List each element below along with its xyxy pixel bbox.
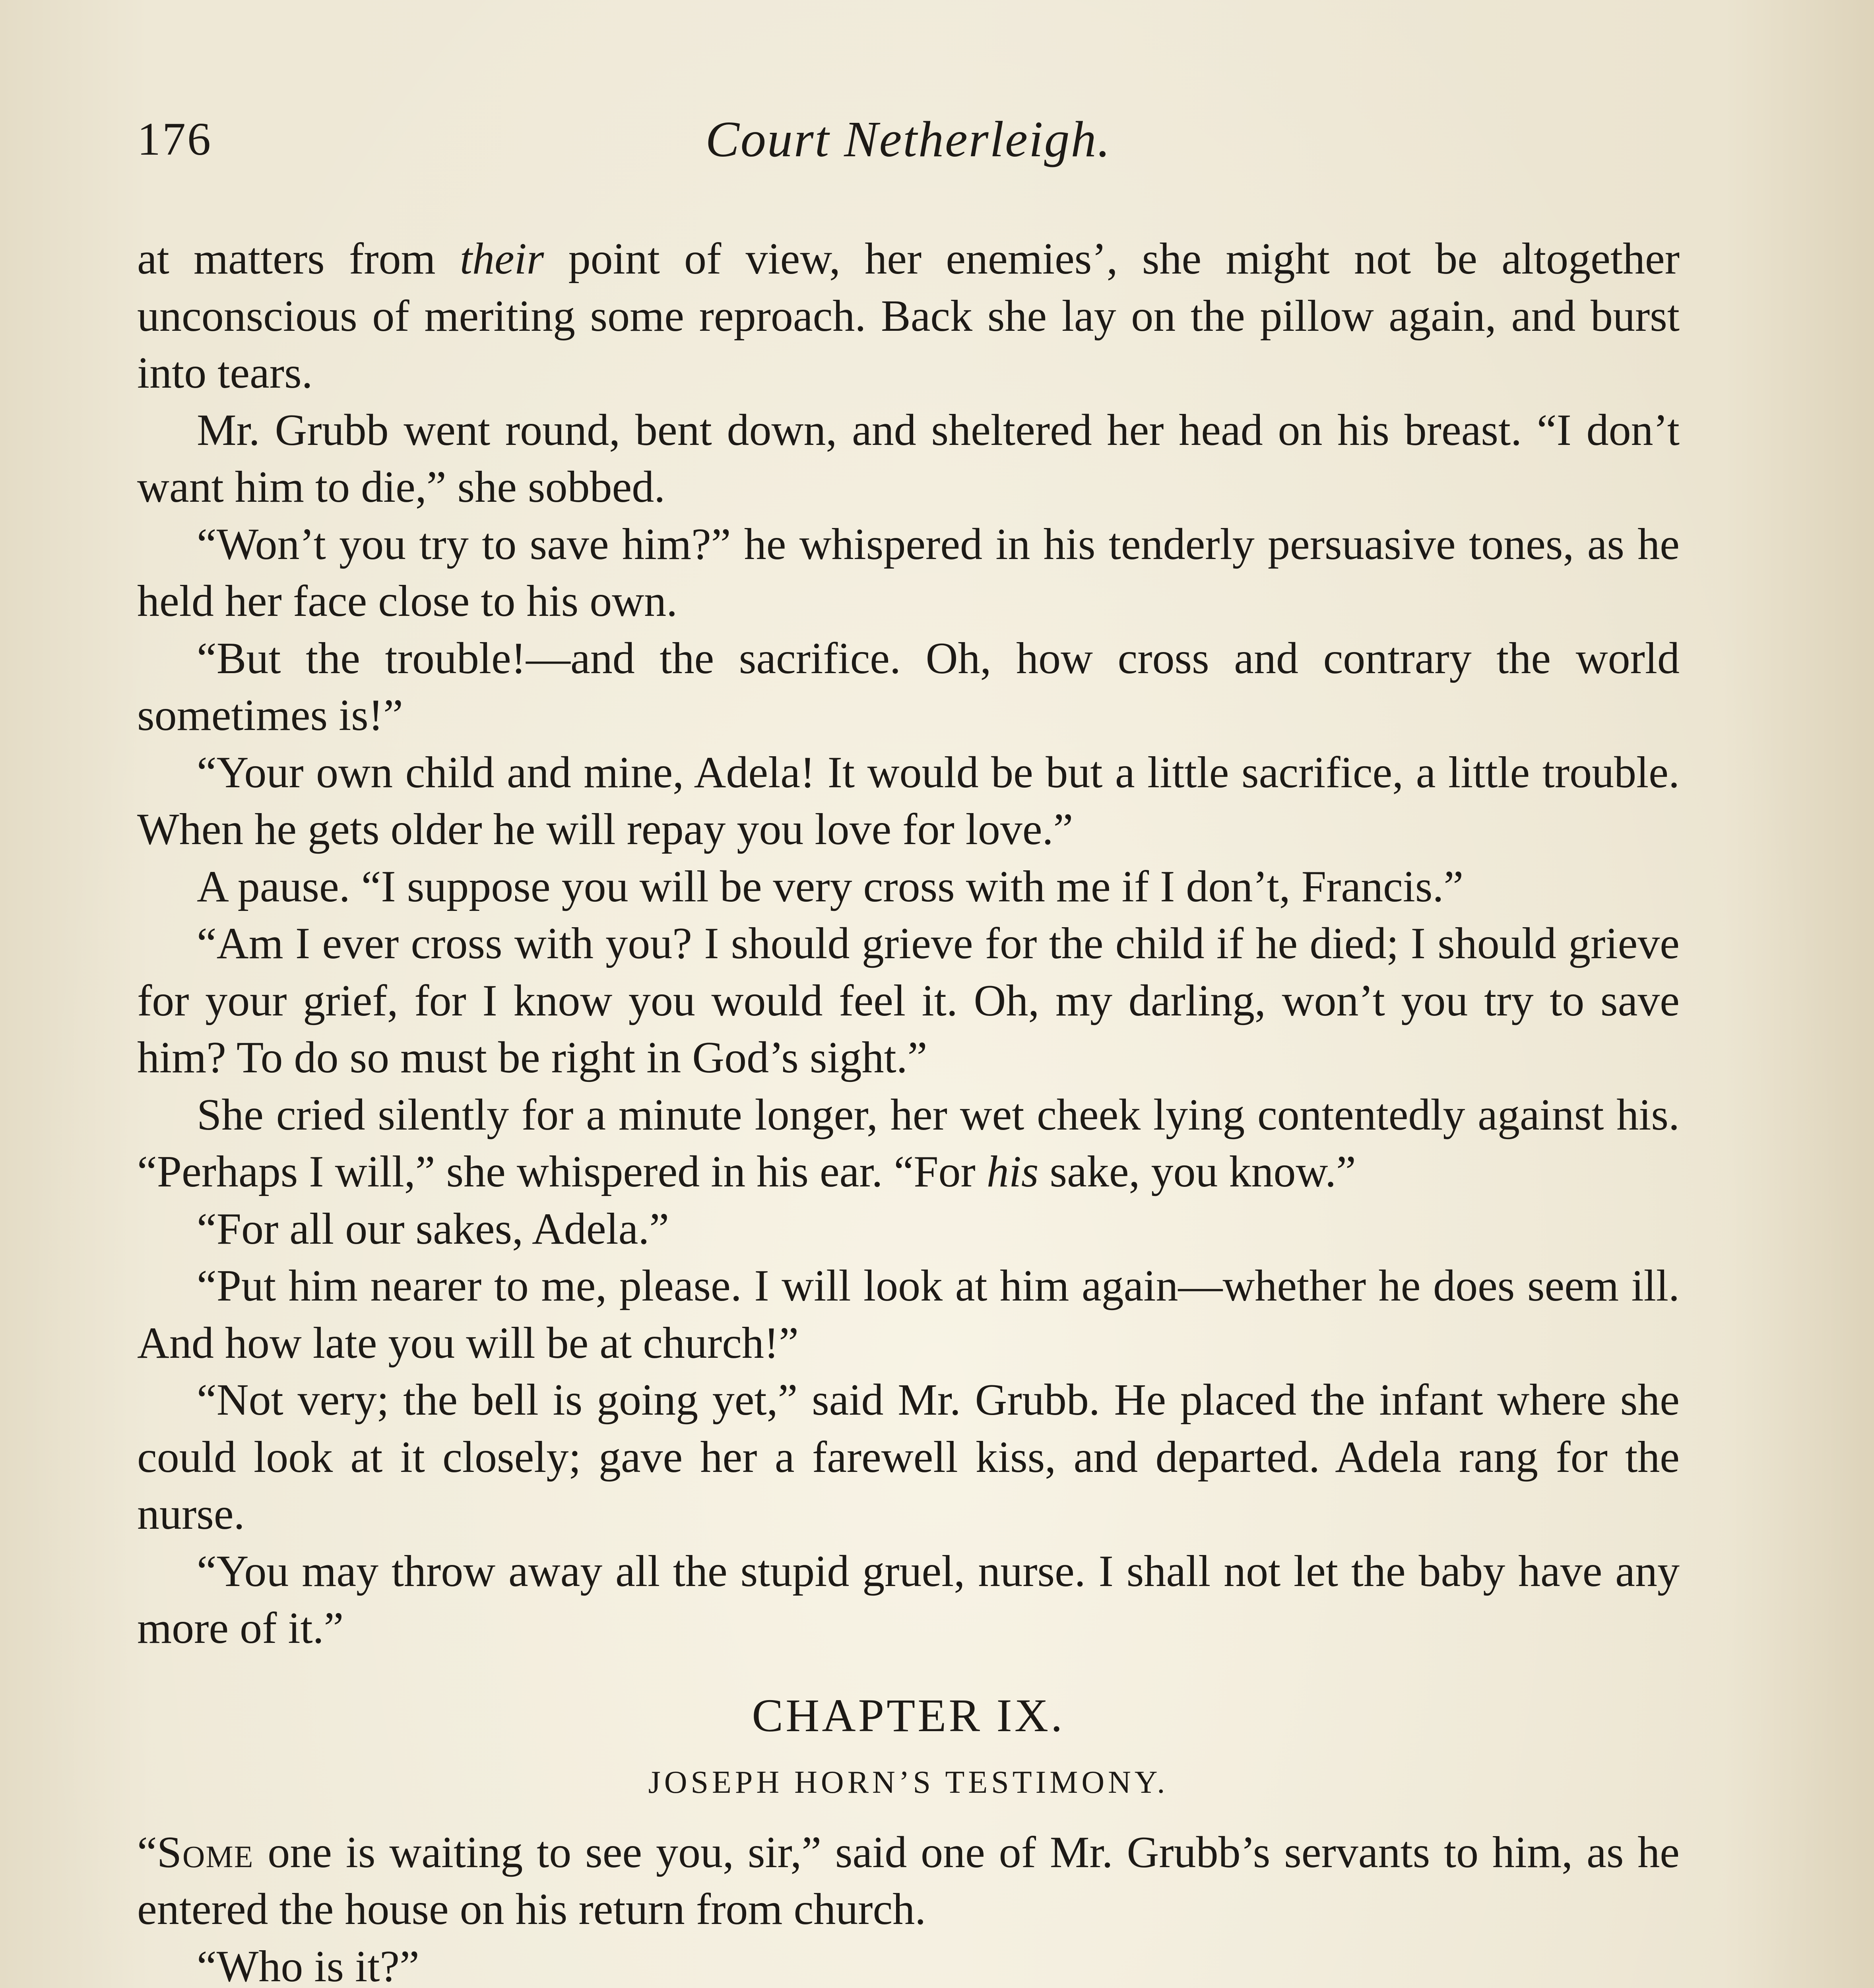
paragraph xyxy=(137,1087,1680,1201)
paragraph-text: “Won’t you try to save him?” he whispered in his tenderly persuasive tones, as he held her face close to his own. xyxy=(137,519,1680,626)
paragraph-text: “Put him nearer to me, please. I will look at him again—whether he does seem ill. And how late you will be at church!” xyxy=(137,1261,1680,1368)
paragraph xyxy=(137,630,1680,744)
paragraph xyxy=(137,1543,1680,1657)
paragraph-text: point of view, her enemies’, she might not be altogether unconscious of meriting some reproach. Back she lay on the pillow again, and burst into tears. xyxy=(137,234,1680,398)
paragraph xyxy=(137,402,1680,516)
body-text xyxy=(137,231,1680,1988)
paragraph xyxy=(137,1938,1680,1988)
running-header xyxy=(137,99,1680,179)
paragraph-text: She cried silently for a minute longer, her wet cheek lying contentedly against his. “Perhaps I will,” she whispered in his ear. “For xyxy=(137,1090,1680,1196)
paragraph-text: “Who is it?” xyxy=(197,1941,419,1988)
paragraph-text: “You may throw away all the stupid gruel, nurse. I shall not let the baby have any more of it.” xyxy=(137,1546,1680,1653)
paragraph-text: “Am I ever cross with you? I should grieve for the child if he died; I should grieve for your grief, for I know you would feel it. Oh, my darling, won’t you try to save him? To do so must be right in God’s sight.” xyxy=(137,919,1680,1082)
paragraph-text: “For all our sakes, Adela.” xyxy=(197,1204,669,1254)
book-title: Court Netherleigh. xyxy=(705,111,1112,167)
chapter-subtitle: JOSEPH HORN’S TESTIMONY. xyxy=(648,1765,1169,1800)
paragraph-text: sake, you know.” xyxy=(1038,1147,1356,1196)
paragraph xyxy=(137,516,1680,630)
paragraphs-after-chapter xyxy=(137,1824,1680,1988)
paragraphs-before-chapter xyxy=(137,231,1680,1657)
italic-text: his xyxy=(986,1147,1039,1196)
page-number: 176 xyxy=(137,113,212,165)
paragraph-text: “Not very; the bell is going yet,” said Mr. Grubb. He placed the infant where she could look at it closely; gave her a farewell kiss, and departed. Adela rang for the nurse. xyxy=(137,1375,1680,1539)
paragraph-text: “Your own child and mine, Adela! It would be but a little sacrifice, a little trouble. When he gets older he will repay you love for love.” xyxy=(137,747,1680,854)
paragraph-text: “But the trouble!—and the sacrifice. Oh, how cross and contrary the world sometimes is!” xyxy=(137,633,1680,740)
paragraph xyxy=(137,1372,1680,1543)
chapter-heading: CHAPTER IX. xyxy=(752,1689,1065,1741)
paragraph-text: A pause. “I suppose you will be very cross with me if I don’t, Francis.” xyxy=(197,862,1464,911)
paragraph xyxy=(137,1824,1680,1938)
paragraph xyxy=(137,1258,1680,1372)
paragraph xyxy=(137,1201,1680,1258)
italic-text: their xyxy=(460,234,544,283)
paragraph-text: at matters from xyxy=(137,234,460,283)
paragraph-text: “ xyxy=(137,1827,157,1877)
paragraph-text: one is waiting to see you, sir,” said one of Mr. Grubb’s servants to him, as he entered the house on his return from church. xyxy=(137,1827,1680,1934)
paragraph xyxy=(137,744,1680,858)
paragraph xyxy=(137,915,1680,1087)
paragraph xyxy=(137,231,1680,402)
paragraph xyxy=(137,858,1680,916)
paragraph-text: Some xyxy=(157,1827,254,1877)
paragraph-text: Mr. Grubb went round, bent down, and sheltered her head on his breast. “I don’t want him to die,” she sobbed. xyxy=(137,405,1680,512)
